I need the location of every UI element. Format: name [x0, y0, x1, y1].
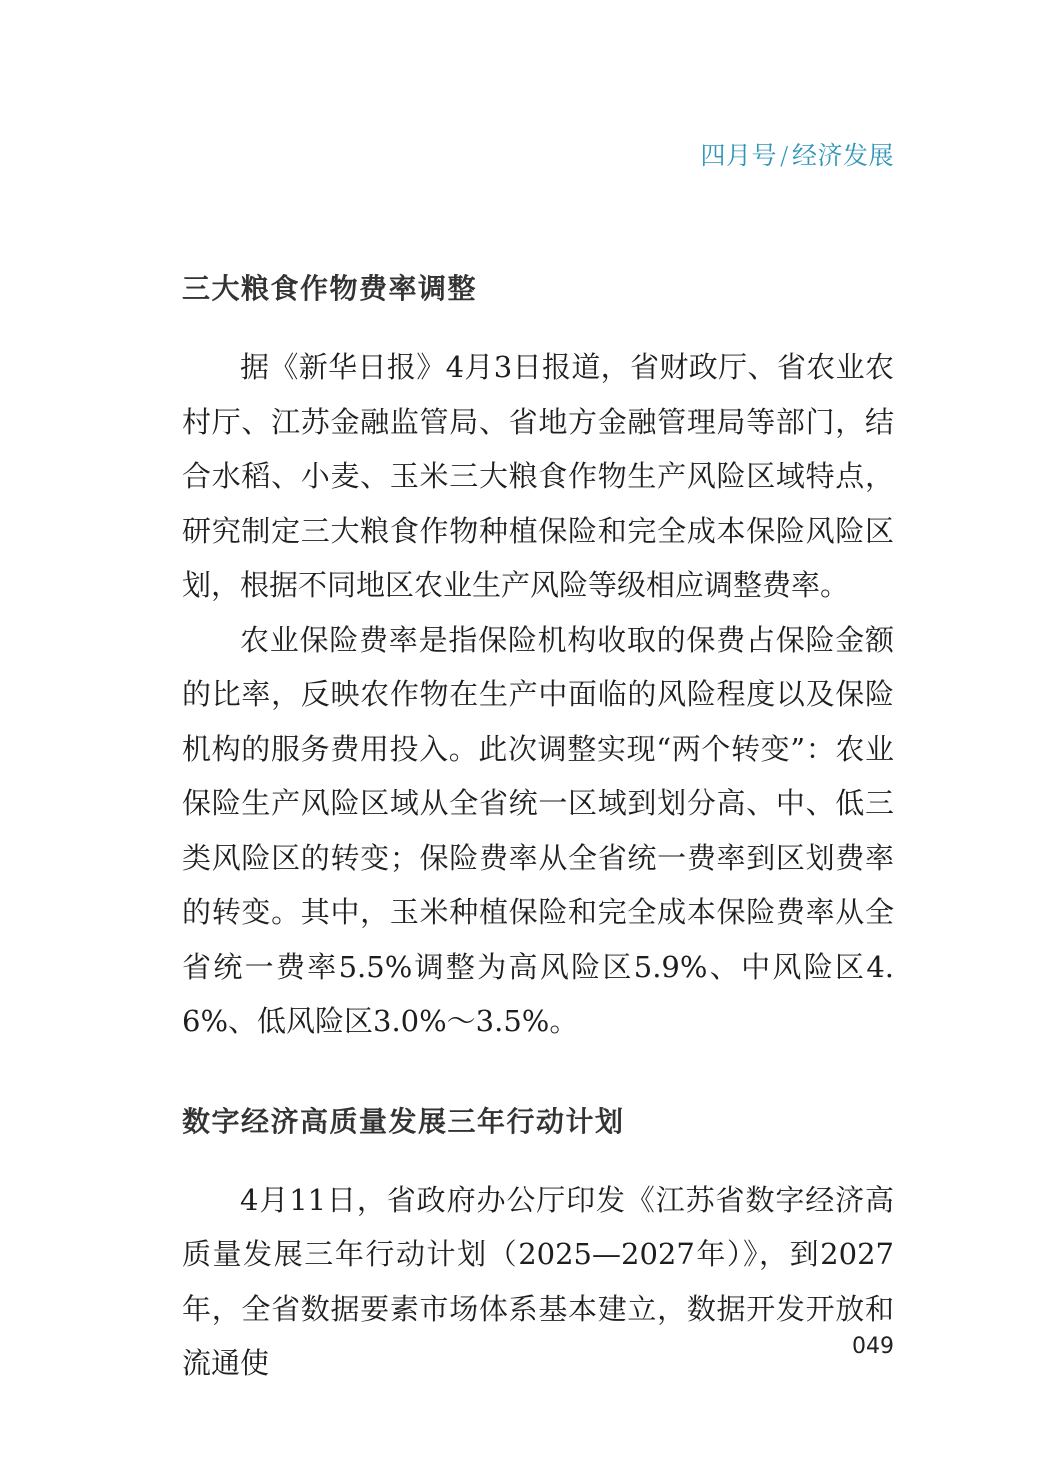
header-separator: /: [780, 141, 789, 170]
issue-label: 四月号: [700, 141, 778, 170]
page-number: 049: [852, 1334, 894, 1359]
article-paragraph: 据《新华日报》4月3日报道，省财政厅、省农业农村厅、江苏金融监管局、省地方金融管理局等部门，结合水稻、小麦、玉米三大粮食作物生产风险区域特点，研究制定三大粮食作物种植保险和完全成本保险风险区划，根据不同地区农业生产风险等级相应调整费率。: [182, 350, 894, 602]
article-title: 数字经济高质量发展三年行动计划: [182, 1104, 625, 1138]
article-digital-economy-plan: [182, 1099, 894, 1391]
running-header: [701, 136, 894, 172]
article-title: 三大粮食作物费率调整: [182, 272, 478, 305]
article-paragraph: 4月11日，省政府办公厅印发《江苏省数字经济高质量发展三年行动计划（2025—2027年）》，到2027年，全省数据要素市场体系基本建立，数据开发开放和流通使: [182, 1182, 894, 1380]
article-grain-crop-rates: [182, 266, 894, 1049]
section-label: 经济发展: [791, 141, 894, 170]
page-body: [182, 266, 894, 1391]
article-paragraph: 农业保险费率是指保险机构收取的保费占保险金额的比率，反映农作物在生产中面临的风险程度以及保险机构的服务费用投入。此次调整实现“两个转变”：农业保险生产风险区域从全省统一区域到划分高、中、低三类风险区的转变；保险费率从全省统一费率到区划费率的转变。其中，玉米种植保险和完全成本保险费率从全省统一费率5.5%调整为高风险区5.9%、中风险区4.6%、低风险区3.0%～3.5%。: [182, 622, 894, 1038]
